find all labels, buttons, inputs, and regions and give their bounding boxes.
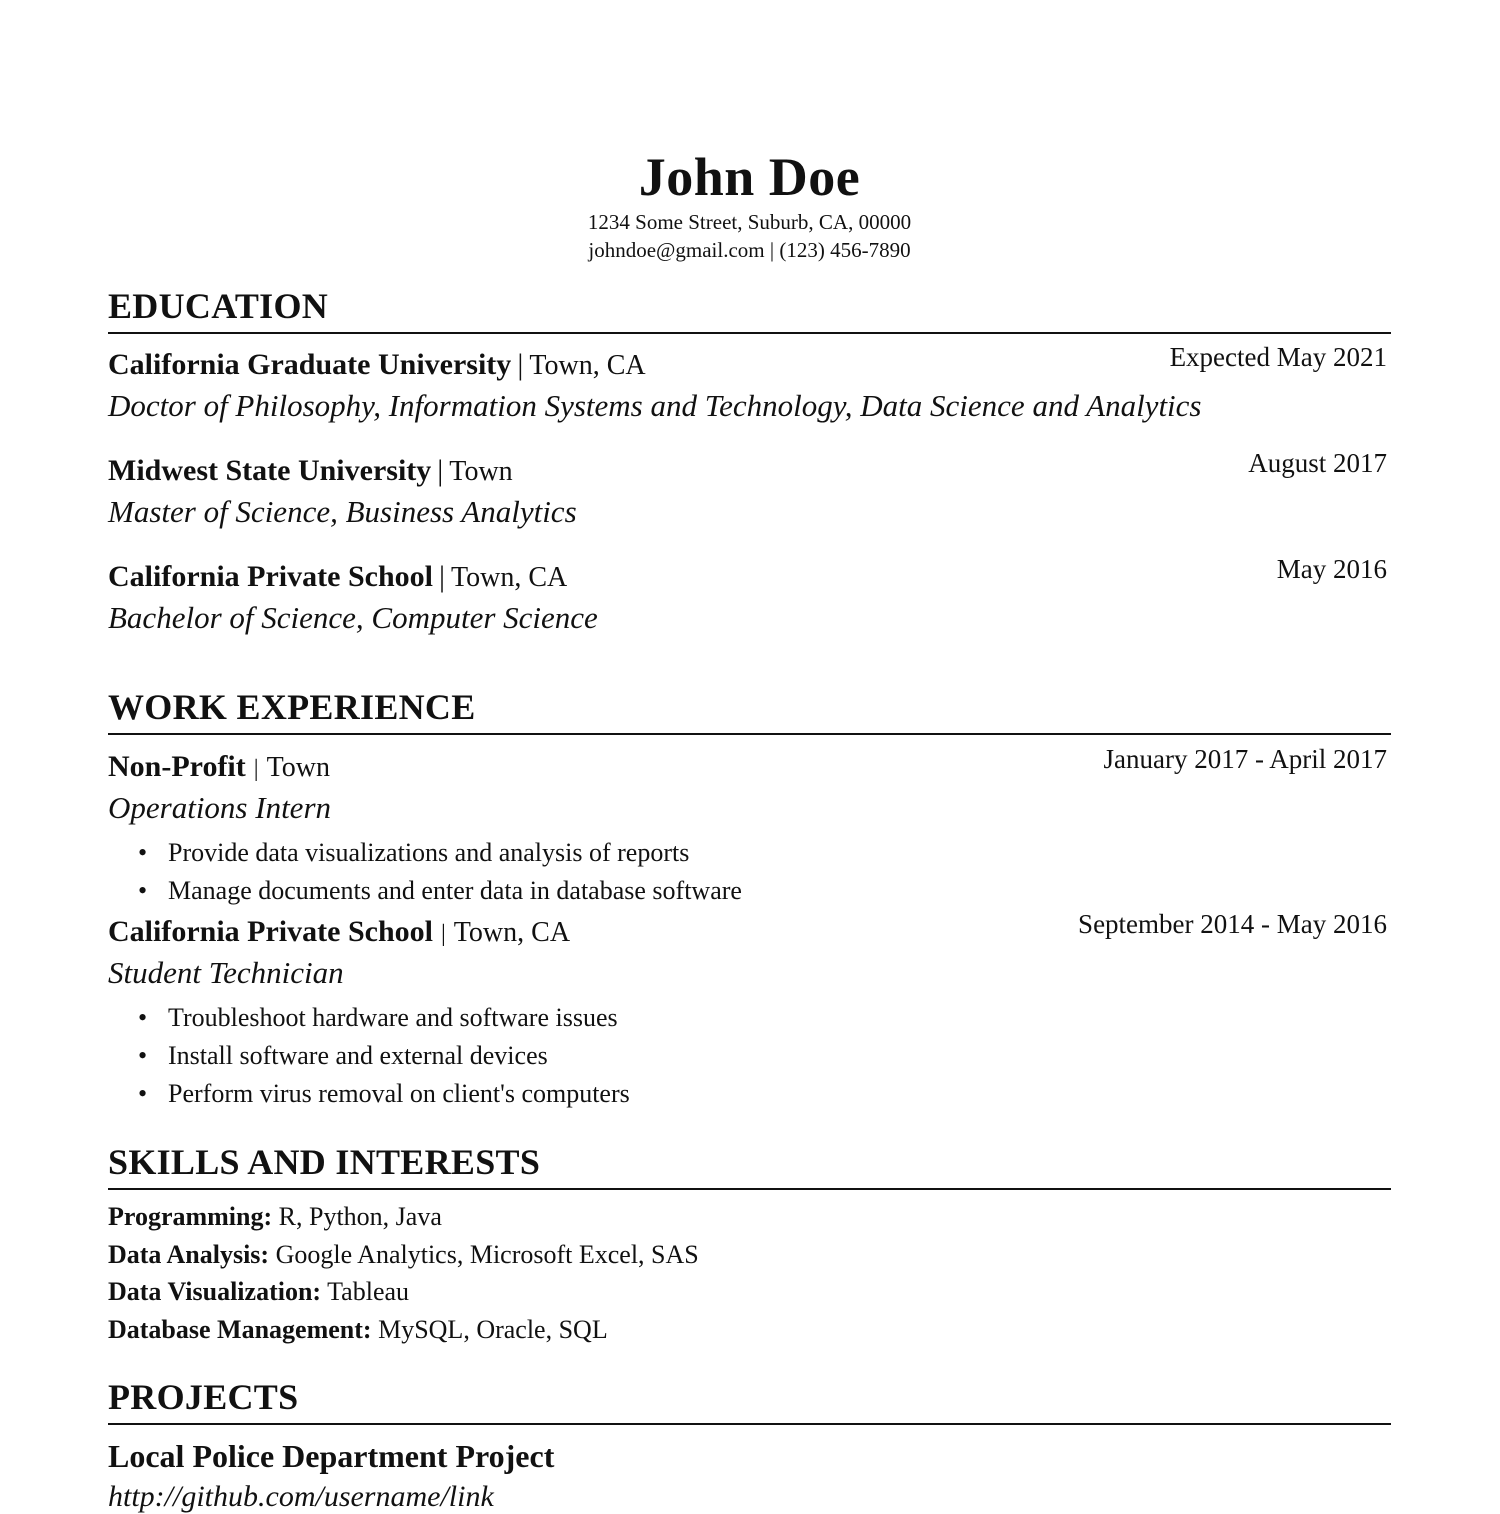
- skill-row: [108, 1311, 608, 1349]
- education-date: August 2017: [1248, 448, 1387, 478]
- job-title: Operations Intern: [108, 790, 332, 825]
- school-name: California Graduate University: [108, 348, 512, 381]
- skill-label: Data Visualization:: [108, 1277, 322, 1306]
- skill-row: [108, 1273, 409, 1311]
- project-link[interactable]: http://github.com/username/link: [108, 1480, 494, 1513]
- employer-name: California Private School: [108, 915, 433, 948]
- skill-value: Google Analytics, Microsoft Excel, SAS: [269, 1240, 699, 1269]
- bullet-item: • Manage documents and enter data in database software: [168, 872, 742, 910]
- separator: |: [440, 921, 446, 947]
- education-entry: [108, 342, 1391, 382]
- skill-label: Programming:: [108, 1202, 273, 1231]
- work-date: September 2014 - May 2016: [1078, 909, 1387, 939]
- education-date: Expected May 2021: [1169, 342, 1387, 372]
- work-entry: [108, 744, 1391, 784]
- section-title-education: EDUCATION: [108, 286, 1391, 334]
- section-title-skills: SKILLS AND INTERESTS: [108, 1142, 1391, 1190]
- skill-value: Tableau: [321, 1277, 410, 1306]
- education-date: May 2016: [1276, 554, 1387, 584]
- candidate-name: John Doe: [638, 147, 861, 207]
- school-location: Town, CA: [529, 350, 646, 381]
- school-location: Town: [449, 456, 513, 487]
- contact-line: johndoe@gmail.com | (123) 456-7890: [588, 238, 911, 262]
- bullet-item: • Provide data visualizations and analysis of reports: [168, 834, 742, 872]
- bullet-item: • Install software and external devices: [168, 1037, 630, 1075]
- skill-value: MySQL, Oracle, SQL: [371, 1315, 608, 1344]
- separator: |: [438, 560, 445, 593]
- skill-row: [108, 1236, 699, 1274]
- bullet-item: • Perform virus removal on client's computers: [168, 1075, 630, 1113]
- work-bullets: [168, 834, 742, 910]
- degree: Bachelor of Science, Computer Science: [108, 600, 598, 635]
- work-date: January 2017 - April 2017: [1103, 744, 1387, 774]
- bullet-item: • Troubleshoot hardware and software issues: [168, 999, 630, 1037]
- school-name: California Private School: [108, 560, 433, 593]
- skill-value: R, Python, Java: [272, 1202, 442, 1231]
- separator: |: [517, 348, 524, 381]
- degree: Master of Science, Business Analytics: [108, 494, 577, 529]
- resume-header: [108, 146, 1391, 264]
- work-entry: [108, 909, 1391, 949]
- skill-label: Database Management:: [108, 1315, 372, 1344]
- degree: Doctor of Philosophy, Information Systems and Technology, Data Science and Analytics: [108, 388, 1202, 423]
- project-title: Local Police Department Project: [108, 1438, 555, 1474]
- address: 1234 Some Street, Suburb, CA, 00000: [587, 210, 912, 234]
- school-name: Midwest State University: [108, 454, 432, 487]
- separator: |: [253, 756, 259, 782]
- employer-name: Non-Profit: [108, 750, 246, 783]
- separator: |: [437, 454, 444, 487]
- job-title: Student Technician: [108, 955, 344, 990]
- education-entry: [108, 448, 1391, 488]
- work-bullets: [168, 999, 630, 1113]
- section-title-projects: PROJECTS: [108, 1377, 1391, 1425]
- skill-label: Data Analysis:: [108, 1240, 270, 1269]
- employer-location: Town: [266, 752, 330, 783]
- skill-row: [108, 1198, 442, 1236]
- section-title-work-experience: WORK EXPERIENCE: [108, 687, 1391, 735]
- employer-location: Town, CA: [453, 917, 571, 948]
- education-entry: [108, 554, 1391, 594]
- school-location: Town, CA: [450, 562, 568, 593]
